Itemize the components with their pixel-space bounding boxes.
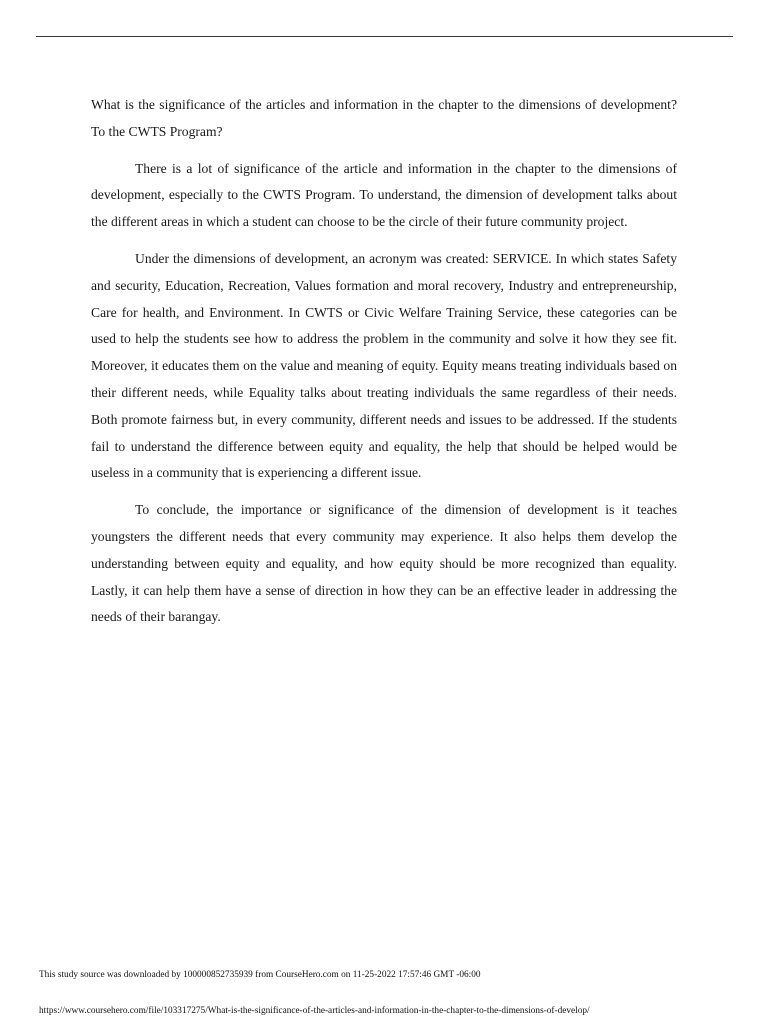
download-notice: This study source was downloaded by 100000852735939 from CourseHero.com on 11-25-2022 17:57:46 GMT -06:00	[39, 970, 481, 980]
body-paragraph-1: There is a lot of significance of the article and information in the chapter to the dimensions of development, especially to the CWTS Program. To understand, the dimension of development talks about the different areas in which a student can choose to be the circle of their future community project.	[91, 160, 677, 230]
body-paragraph-2: Under the dimensions of development, an acronym was created: SERVICE. In which states Safety and security, Education, Recreation, Values formation and moral recovery, Industry and entrepreneurship, Care for health, and Environment. In CWTS or Civic Welfare Training Service, these categories can be used to help the students see how to address the problem in the community and solve it how they see fit. Moreover, it educates them on the value and meaning of equity. Equity means treating individuals based on their different needs, while Equality talks about treating individuals the same regardless of their needs. Both promote fairness but, in every community, different needs and issues to be addressed. If the students fail to understand the difference between equity and equality, the help that should be helped would be useless in a community that is experiencing a different issue.	[91, 250, 677, 481]
question-paragraph: What is the significance of the articles and information in the chapter to the dimensions of development? To the CWTS Program?	[91, 97, 677, 139]
source-url-link[interactable]: https://www.coursehero.com/file/103317275/What-is-the-significance-of-the-articles-and-information-in-the-chapter-to-the-dimensions-of-develop/	[39, 1006, 590, 1016]
document-body	[91, 92, 677, 641]
body-paragraph-3: To conclude, the importance or significance of the dimension of development is it teaches youngsters the different needs that every community may experience. It also helps them develop the understanding between equity and equality, and how equity should be more recognized than equality. Lastly, it can help them have a sense of direction in how they can be an effective leader in addressing the needs of their barangay.	[91, 502, 677, 625]
header-divider	[36, 36, 733, 37]
